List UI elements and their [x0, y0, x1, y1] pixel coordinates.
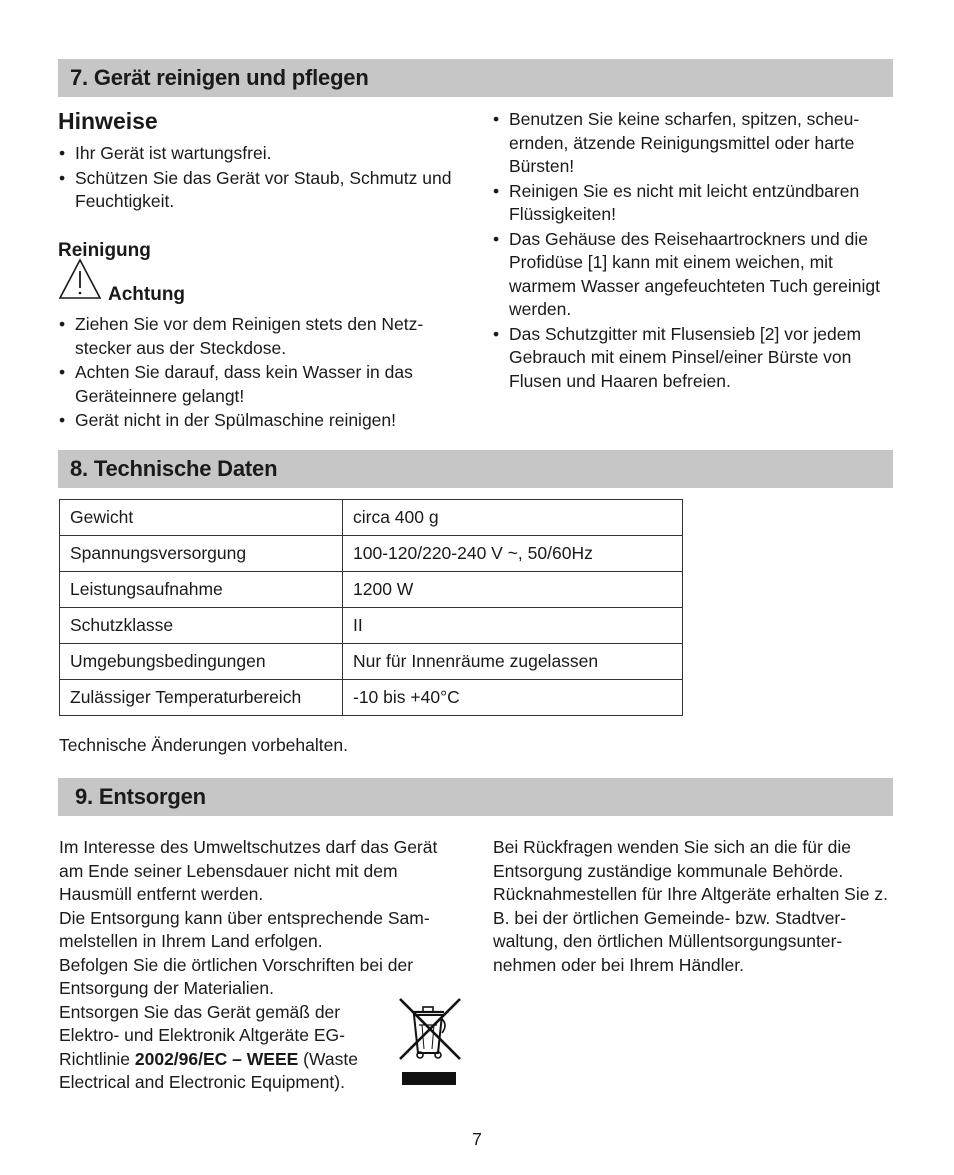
list-item: • Achten Sie darauf, dass kein Wasser in das Geräteinnere gelangt! — [59, 361, 454, 408]
hinweise-heading: Hinweise — [58, 108, 158, 134]
section-7-title: 7. Gerät reinigen und pflegen — [70, 65, 369, 90]
table-row — [60, 608, 683, 644]
section-8-title: 8. Technische Daten — [70, 456, 278, 481]
table-row — [60, 500, 683, 536]
table-cell-label: Zulässiger Temperaturbereich — [60, 680, 343, 716]
paragraph: Befolgen Sie die örtlichen Vorschriften bei der Entsorgung der Materialien. — [59, 954, 414, 998]
table-cell-label: Spannungsversorgung — [60, 536, 343, 572]
list-item: • Reinigen Sie es nicht mit leicht entzündbaren Flüssigkeiten! — [493, 180, 893, 227]
achtung-label: Achtung — [108, 284, 186, 305]
weee-paragraph — [59, 1001, 379, 1095]
weee-text-b: (Waste Electrical and Electronic Equipment). — [59, 1048, 358, 1092]
table-cell-value: Nur für Innenräume zugelassen — [343, 644, 683, 680]
table-cell-value: 100-120/220-240 V ~, 50/60Hz — [343, 536, 683, 572]
list-item: • Das Schutzgitter mit Flusensieb [2] vor jedem Gebrauch mit einem Pinsel/einer Bürste von Flusen und Haaren befreien. — [493, 323, 893, 394]
paragraph: Im Interesse des Umweltschutzes darf das Gerät am Ende seiner Lebensdauer nicht mit dem Hausmüll entfernt werden. — [59, 837, 438, 904]
section-9-header — [58, 778, 893, 816]
hinweise-list — [59, 142, 454, 215]
table-row — [60, 680, 683, 716]
paragraph: Bei Rückfragen wenden Sie sich an die für die Entsorgung zuständige kommunale Behörde. Rücknahmestellen für Ihre Altgeräte erhalten Sie z. B. bei der örtlichen Gemeinde- bzw. Stadtverwaltung, den örtlichen Müllentsorgungsunternehmen oder bei Ihrem Händler. — [493, 837, 888, 975]
paragraph: Die Entsorgung kann über entsprechende Sammelstellen in Ihrem Land erfolgen. — [59, 907, 430, 951]
table-cell-label: Umgebungsbedingungen — [60, 644, 343, 680]
reinigung-heading: Reinigung — [58, 240, 151, 261]
table-cell-value: -10 bis +40°C — [343, 680, 683, 716]
tech-data-table — [59, 499, 683, 716]
weee-text-a: Entsorgen Sie das Gerät gemäß der Elektro- und Elektronik Altgeräte EG-Richtlinie — [59, 1001, 345, 1069]
table-row — [60, 644, 683, 680]
crossed-out-bin-icon — [398, 997, 462, 1087]
table-cell-value: II — [343, 608, 683, 644]
list-item: • Das Gehäuse des Reisehaartrockners und die Profidüse [1] kann mit einem weichen, mit warmem Wasser angefeuchteten Tuch gereinigt werden. — [493, 228, 893, 322]
section-7-header — [58, 59, 893, 97]
entsorgen-right-column — [493, 836, 898, 977]
list-item: • Benutzen Sie keine scharfen, spitzen, scheuernden, ätzende Reinigungsmittel oder harte Bürsten! — [493, 108, 893, 179]
table-row — [60, 536, 683, 572]
table-cell-label: Leistungsaufnahme — [60, 572, 343, 608]
table-cell-value: circa 400 g — [343, 500, 683, 536]
section-9-title: 9. Entsorgen — [75, 784, 206, 809]
table-cell-label: Schutzklasse — [60, 608, 343, 644]
table-cell-label: Gewicht — [60, 500, 343, 536]
section-8-header — [58, 450, 893, 488]
table-row — [60, 572, 683, 608]
achtung-list — [59, 313, 454, 434]
list-item: • Ziehen Sie vor dem Reinigen stets den Netzstecker aus der Steckdose. — [59, 313, 454, 360]
tech-note: Technische Änderungen vorbehalten. — [59, 735, 348, 755]
reinigung-right-list — [493, 108, 893, 394]
page-number: 7 — [472, 1129, 482, 1149]
list-item: • Ihr Gerät ist wartungsfrei. — [59, 142, 454, 166]
warning-triangle-icon — [58, 258, 102, 300]
list-item: • Schützen Sie das Gerät vor Staub, Schmutz und Feuchtigkeit. — [59, 167, 454, 214]
weee-directive: 2002/96/EC – WEEE — [134, 1048, 299, 1069]
table-cell-value: 1200 W — [343, 572, 683, 608]
list-item: • Gerät nicht in der Spülmaschine reinigen! — [59, 409, 454, 433]
